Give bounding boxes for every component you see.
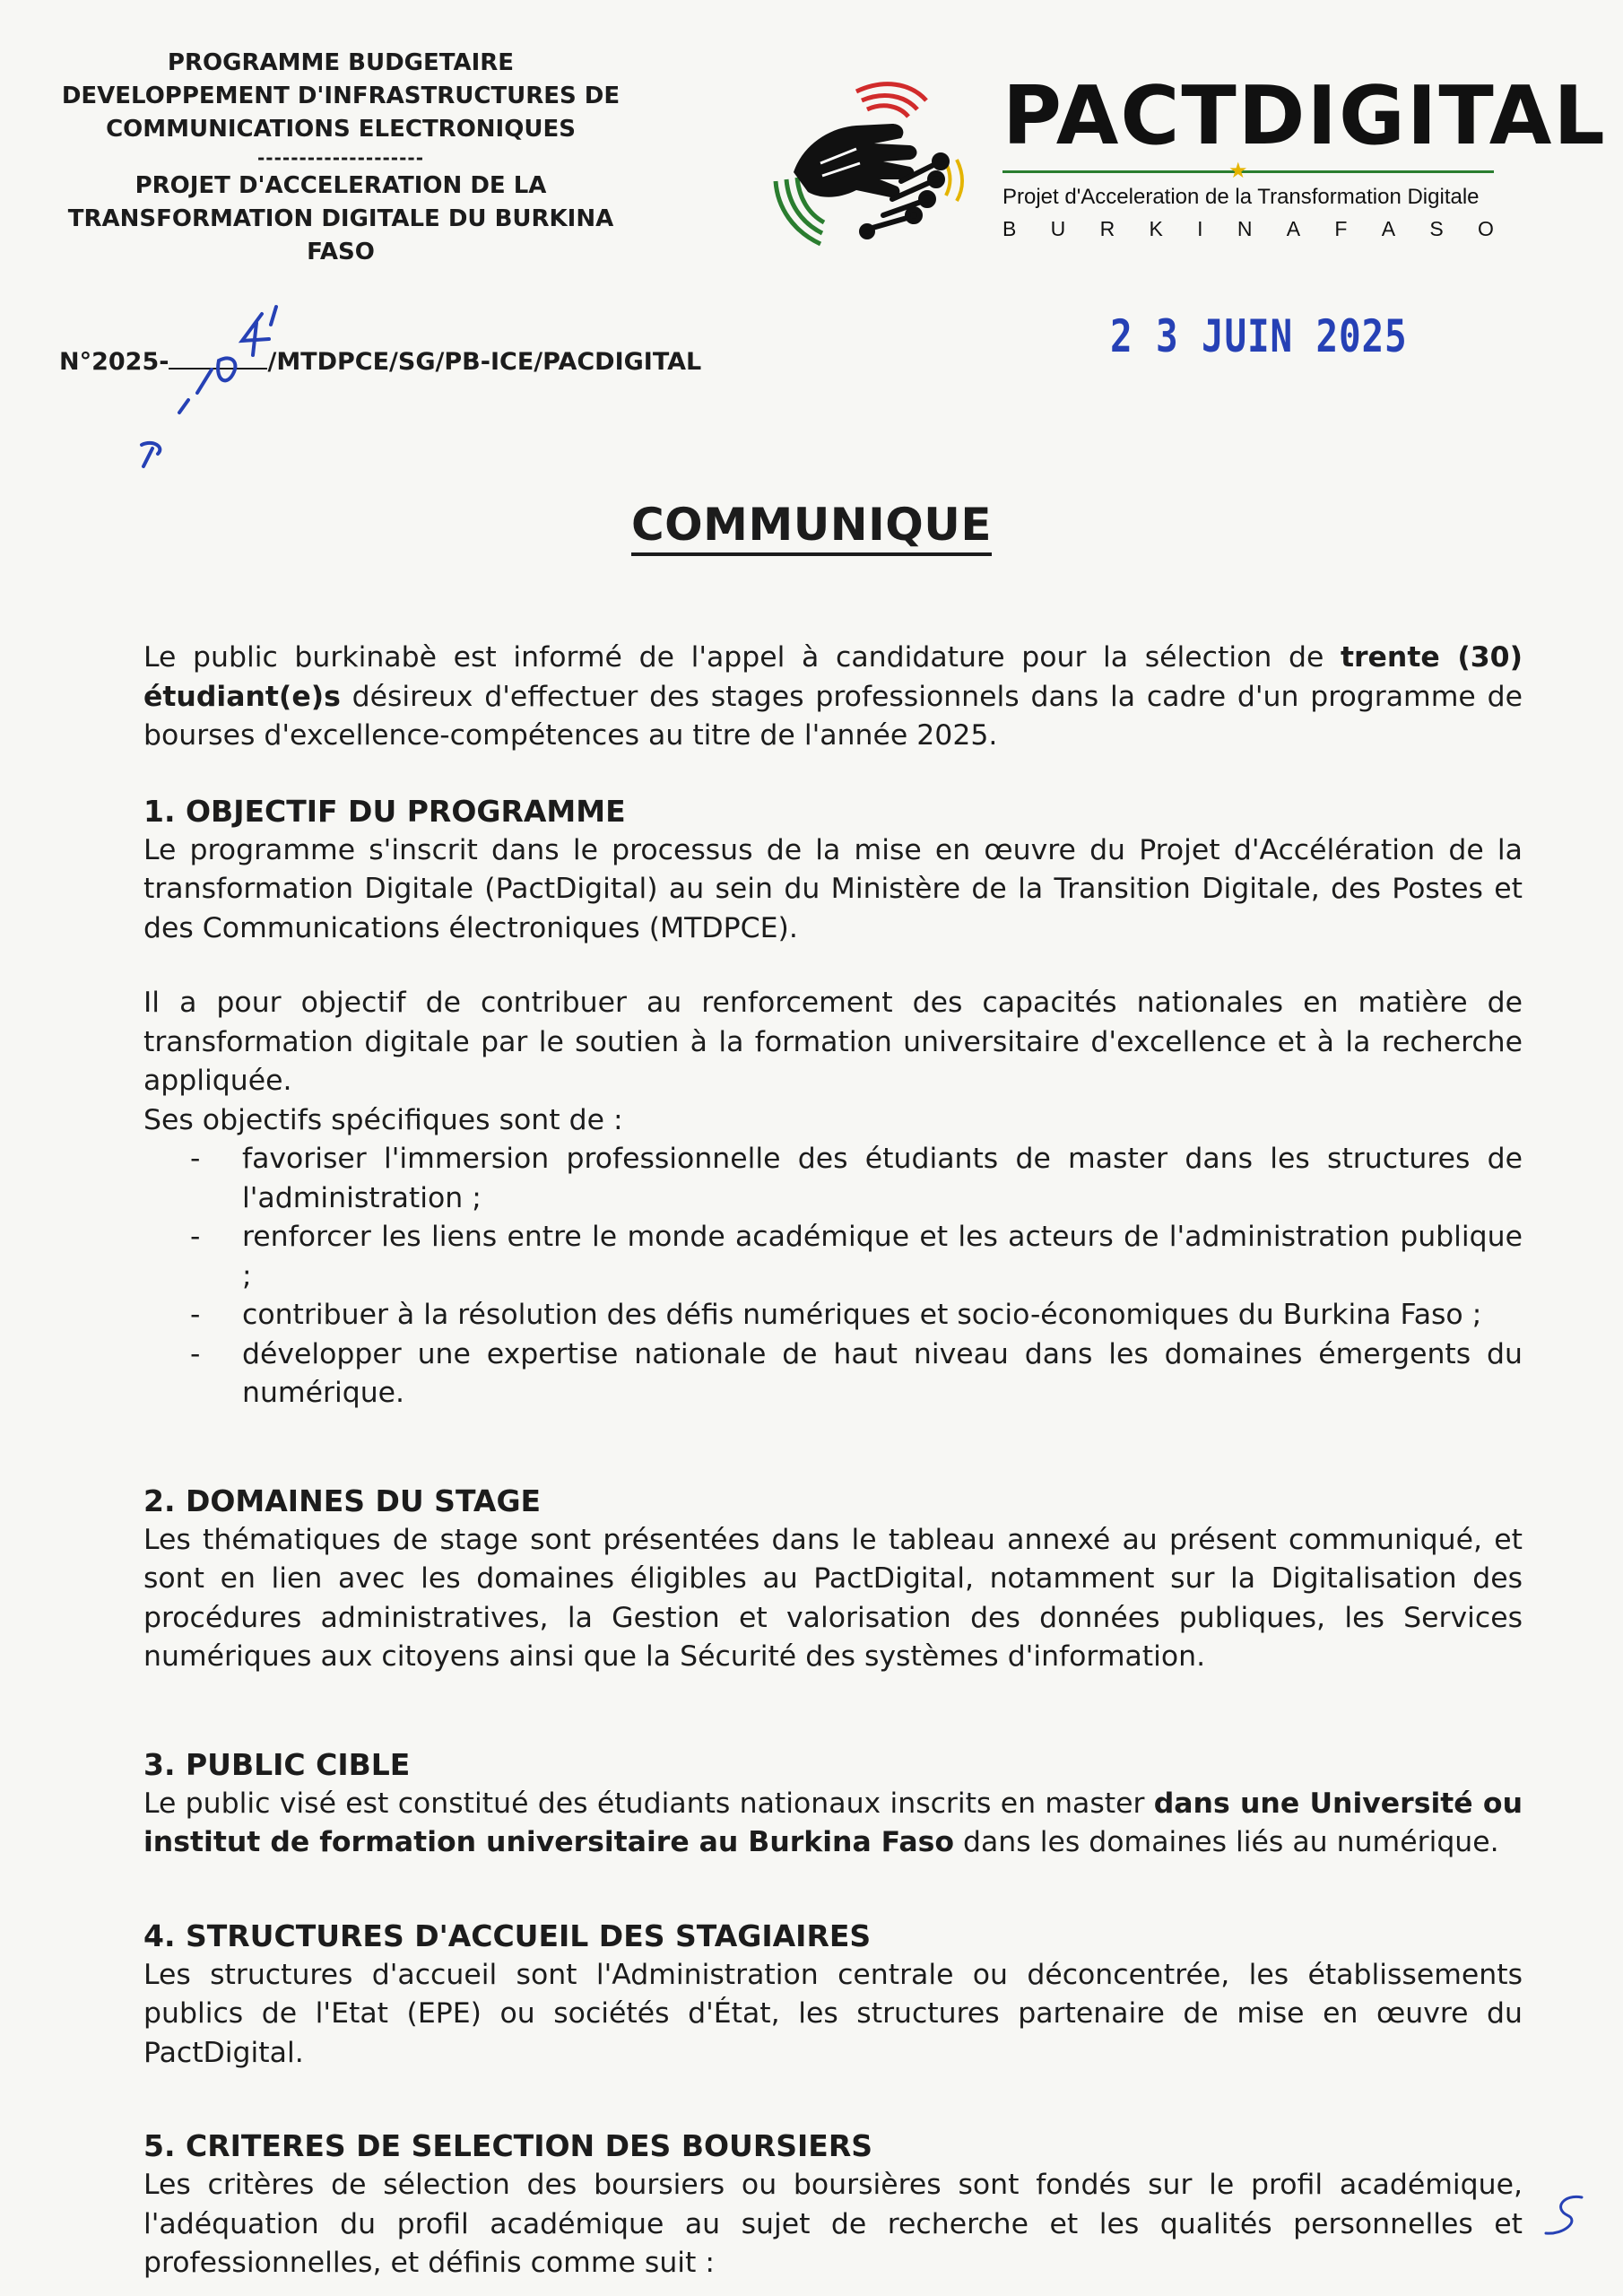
country-letter: N [1237,217,1253,240]
objectif-list [143,1140,1523,1413]
header-divider: -------------------- [256,147,424,169]
hand-stroke-1b [197,370,212,393]
hand-stroke-4 [242,314,269,355]
section-heading-criteres: 5. CRITERES DE SELECTION DES BOURSIERS [143,2128,872,2163]
country-letter: F [1334,217,1348,240]
list-item: - développer une expertise nationale de haut niveau dans les domaines émergents du numérique. [143,1335,1523,1413]
pactdigital-logo-icon [767,74,982,253]
list-item: - renforcer les liens entre le monde académique et les acteurs de l'administration publique ; [143,1218,1523,1296]
logo-country [1002,217,1494,241]
country-letter: O [1478,217,1494,240]
hand-flourish [142,443,160,466]
intro-text: Le public burkinabè est informé de l'appel à candidature pour la sélection de [143,641,1341,674]
objectif-paragraph-2: Il a pour objectif de contribuer au renforcement des capacités nationales en matière de transformation digitale par le soutien à la formation universitaire d'excellence et à la recherche appliquée. [143,987,1523,1097]
public-paragraph [143,1785,1523,1863]
logo-underline [1002,170,1494,173]
star-icon: ★ [1228,158,1248,183]
reference-suffix: /MTDPCE/SG/PB-ICE/PACDIGITAL [267,348,702,376]
country-letter: A [1286,217,1301,240]
objectif-paragraph-1: Le programme s'inscrit dans le processus de la mise en œuvre du Projet d'Accélération de la transformation Digitale (PactDigital) au sein du Ministère de la Transition Digitale, des Postes et des Communications électroniques (MTDPCE). [143,833,1523,944]
header-line-communications: COMMUNICATIONS ELECTRONIQUES [106,116,576,143]
country-letter: I [1197,217,1203,240]
handwritten-number [126,287,305,484]
structures-paragraph: Les structures d'accueil sont l'Administration centrale ou déconcentrée, les établissements publics de l'Etat (EPE) ou sociétés d'État, les structures partenaire de mise en œuvre du PactDigital. [143,1958,1523,2069]
intro-paragraph [143,639,1523,756]
list-item: - favoriser l'immersion professionnelle des étudiants de master dans les structures de l'administration ; [143,1140,1523,1218]
section-heading-domaines: 2. DOMAINES DU STAGE [143,1483,542,1518]
header-line-transformation: TRANSFORMATION DIGITALE DU BURKINA [67,205,614,232]
header-line-developpement: DEVELOPPEMENT D'INFRASTRUCTURES DE [61,83,621,109]
ministry-header [54,47,628,269]
document-title-text: COMMUNIQUE [631,499,992,556]
document-title [0,499,1623,551]
header-line-faso: FASO [307,239,375,265]
hand-stroke-0 [218,358,235,380]
criteres-paragraph: Les critères de sélection des boursiers ou boursières sont fondés sur le profil académique, l'adéquation du profil académique au sujet de recherche et les qualités personnelles et professionnelles, et définis comme suit : [143,2169,1523,2279]
public-text: Le public visé est constitué des étudiants nationaux inscrits en master [143,1787,1154,1820]
country-letter: K [1149,217,1163,240]
intro-text-end: désireux d'effectuer des stages professionnels dans la cadre d'un programme de bourses d'excellence-compétences au titre de l'année 2025. [143,680,1523,752]
header-line-projet: PROJET D'ACCELERATION DE LA [135,172,547,199]
domaines-paragraph: Les thématiques de stage sont présentées dans le tableau annexé au présent communiqué, et sont en lien avec les domaines éligibles au PactDigital, notamment sur la Digitalisation des procédures administratives, la Gestion et valorisation des données publiques, les Services numériques aux citoyens ainsi que la Sécurité des systèmes d'information. [143,1523,1523,1673]
hand-stroke-1 [271,307,276,325]
public-text-end: dans les domaines liés au numérique. [954,1826,1499,1858]
header-line-programme: PROGRAMME BUDGETAIRE [167,49,515,76]
logo-title: PACTDIGITAL [1002,69,1607,163]
list-item: - contribuer à la résolution des défis numériques et socio-économiques du Burkina Faso ; [143,1296,1523,1335]
country-letter: U [1050,217,1066,240]
country-letter: A [1381,217,1396,240]
section-heading-public: 3. PUBLIC CIBLE [143,1746,411,1782]
country-letter: B [1002,217,1017,240]
handwritten-initial [1537,2188,1600,2242]
date-stamp: 2 3 JUIN 2025 [1110,310,1408,362]
document-body [143,639,1523,2283]
intro-bold: trente (30) étudiant(e)s [143,641,1523,713]
section-heading-structures: 4. STRUCTURES D'ACCUEIL DES STAGIAIRES [143,1918,872,1953]
objectif-paragraph-3: Ses objectifs spécifiques sont de : [143,1103,623,1136]
country-letter: R [1099,217,1115,240]
reference-prefix: N°2025- [59,348,169,376]
hand-dash [179,400,188,413]
logo-subtitle: Projet d'Acceleration de la Transformation Digitale [1002,185,1480,209]
public-bold: dans une Université ou institut de formation universitaire au Burkina Faso [143,1787,1523,1858]
country-letter: S [1429,217,1444,240]
section-heading-objectif: 1. OBJECTIF DU PROGRAMME [143,793,626,829]
